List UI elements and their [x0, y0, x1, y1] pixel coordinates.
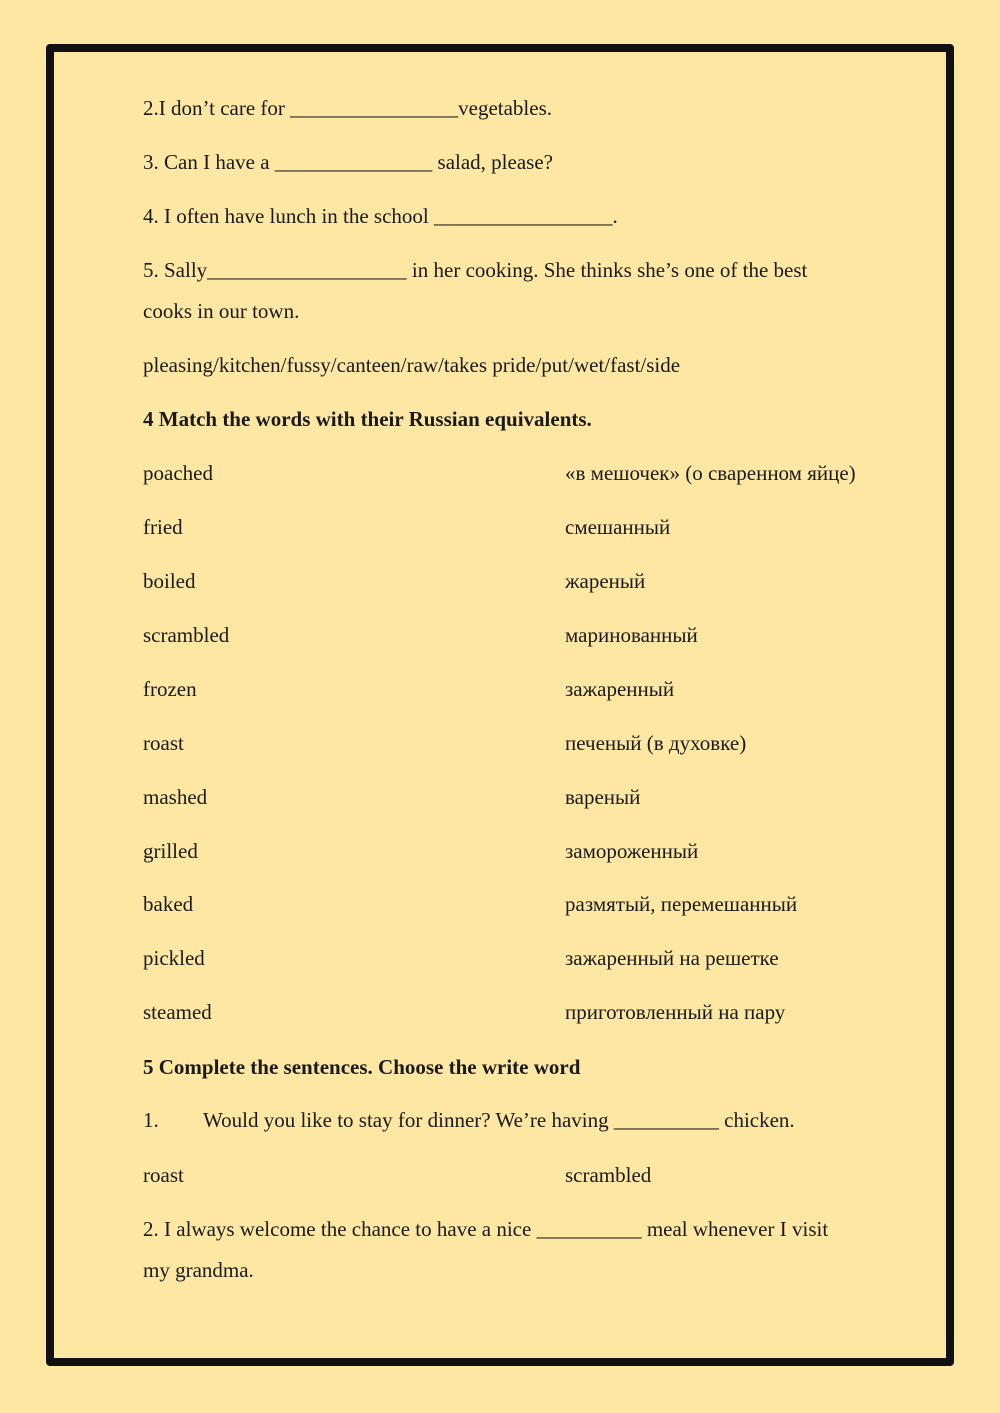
ex3-sentence-5-line1: 5. Sally___________________ in her cooking. She thinks she’s one of the best — [143, 258, 808, 282]
ex4-russian-word: вареный — [565, 785, 641, 809]
ex4-english-word: poached — [143, 461, 213, 485]
ex4-russian-word: размятый, перемешанный — [565, 892, 798, 916]
ex4-english-word: mashed — [143, 785, 208, 809]
ex4-heading: 4 Match the words with their Russian equivalents. — [143, 407, 592, 431]
ex4-russian-word: смешанный — [565, 515, 671, 539]
ex5-q1-number: 1. — [143, 1108, 159, 1132]
ex4-russian-word: жареный — [565, 569, 646, 593]
ex4-english-word: boiled — [143, 569, 196, 593]
ex4-russian-word: приготовленный на пару — [565, 1000, 786, 1024]
ex4-english-word: grilled — [143, 839, 198, 863]
ex5-q1-text: Would you like to stay for dinner? We’re having __________ chicken. — [203, 1108, 795, 1132]
ex5-q2-line2: my grandma. — [143, 1258, 254, 1282]
ex5-q1-option-a: roast — [143, 1163, 184, 1187]
ex4-russian-word: маринованный — [565, 623, 698, 647]
ex4-english-word: fried — [143, 515, 183, 539]
ex4-english-word: scrambled — [143, 623, 230, 647]
ex4-english-word: steamed — [143, 1000, 212, 1024]
ex4-english-word: frozen — [143, 677, 197, 701]
ex4-russian-word: зажаренный на решетке — [565, 946, 779, 970]
ex5-q2-line1: 2. I always welcome the chance to have a nice __________ meal whenever I visit — [143, 1217, 829, 1241]
ex3-word-bank: pleasing/kitchen/fussy/canteen/raw/takes pride/put/wet/fast/side — [143, 353, 681, 377]
ex4-russian-word: замороженный — [565, 839, 699, 863]
ex4-english-word: roast — [143, 731, 184, 755]
ex5-heading: 5 Complete the sentences. Choose the write word — [143, 1055, 581, 1079]
ex4-russian-word: печеный (в духовке) — [565, 731, 747, 755]
ex4-english-word: pickled — [143, 946, 205, 970]
ex3-sentence-4: 4. I often have lunch in the school _________________. — [143, 204, 618, 228]
ex3-sentence-3: 3. Can I have a _______________ salad, please? — [143, 150, 553, 174]
ex3-sentence-2: 2.I don’t care for ________________vegetables. — [143, 96, 553, 120]
ex5-q1-option-b: scrambled — [565, 1163, 652, 1187]
ex4-russian-word: зажаренный — [565, 677, 675, 701]
ex4-english-word: baked — [143, 892, 194, 916]
ex3-sentence-5-line2: cooks in our town. — [143, 299, 300, 323]
ex4-russian-word: «в мешочек» (о сваренном яйце) — [565, 461, 856, 485]
